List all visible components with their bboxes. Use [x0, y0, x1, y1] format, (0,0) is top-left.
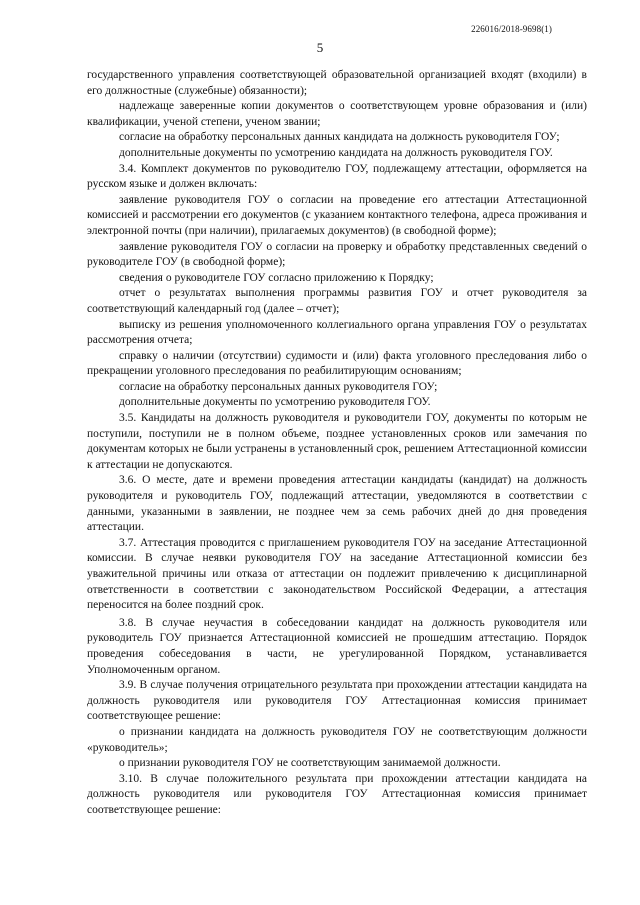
- list-item: справку о наличии (отсутствии) судимости и (или) факта уголовного преследования либо о прекращении уголовного преследования по реабилитирующим основаниям;: [87, 349, 587, 378]
- paragraph: согласие на обработку персональных данных кандидата на должность руководителя ГОУ;: [119, 131, 560, 144]
- section-paragraph: 3.9. В случае получения отрицательного результата при прохождении аттестации кандидата на должность руководителя или руководителя ГОУ Аттестационная комиссия принимает соответствующее решение:: [87, 679, 587, 723]
- page-number: 5: [316, 40, 324, 55]
- list-item: отчет о результатах выполнения программы развития ГОУ и отчет руководителя за соответствующий календарный год (далее – отчет);: [87, 287, 587, 315]
- list-item: сведения о руководителе ГОУ согласно приложению к Порядку;: [119, 271, 434, 284]
- section-paragraph: 3.7. Аттестация проводится с приглашением руководителя ГОУ на заседание Аттестационной комиссии. В случае неявки руководителя ГОУ на заседание Аттестационной комиссии без уважительной причины или отказа от аттестации он подлежит привлечению к дисциплинарной ответственности в соответствии с законодательством Российской Федерации, а аттестация переносится на более поздний срок.: [87, 536, 587, 612]
- section-paragraph: 3.10. В случае положительного результата при прохождении аттестации кандидата на должность руководителя или руководителя ГОУ Аттестационная комиссия принимает соответствующее решение:: [87, 772, 587, 816]
- list-item: заявление руководителя ГОУ о согласии на проведение его аттестации Аттестационной комиссией и рассмотрении его документов (с указанием контактного телефона, адреса проживания и электронной почты (при наличии), прилагаемых документов) (в свободной форме);: [87, 193, 587, 237]
- document-body: [87, 68, 587, 819]
- section-paragraph: 3.5. Кандидаты на должность руководителя и руководители ГОУ, документы по которым не поступили, поступили не в полном объеме, позднее установленных сроков или замечания по документам которых не были устранены в установленный срок, решением Аттестационной комиссии к аттестации не допускаются.: [87, 412, 587, 471]
- list-item: выписку из решения уполномоченного коллегиального органа управления ГОУ о результатах рассмотрения отчета;: [87, 318, 587, 347]
- paragraph: дополнительные документы по усмотрению кандидата на должность руководителя ГОУ.: [119, 146, 553, 159]
- paragraph: государственного управления соответствующей образовательной организацией входят (входили) в его должностные (служебные) обязанности);: [87, 69, 587, 97]
- section-paragraph: 3.6. О месте, дате и времени проведения аттестации кандидаты (кандидат) на должность руководителя и руководитель ГОУ, подлежащий аттестации, уведомляются в соответствии с данными, указанными в заявлении, не позднее чем за семь рабочих дней до дня проведения аттестации.: [87, 474, 587, 534]
- list-item: о признании кандидата на должность руководителя ГОУ не соответствующим должности «руководитель»;: [87, 725, 587, 754]
- document-number: 226016/2018-9698(1): [471, 24, 552, 34]
- section-paragraph: 3.4. Комплект документов по руководителю ГОУ, подлежащему аттестации, оформляется на русском языке и должен включать:: [87, 162, 587, 191]
- paragraph: надлежаще заверенные копии документов о соответствующем уровне образования и (или) квалификации, ученой степени, ученом звании;: [87, 100, 587, 128]
- list-item: согласие на обработку персональных данных руководителя ГОУ;: [119, 380, 438, 393]
- list-item: о признании руководителя ГОУ не соответствующим занимаемой должности.: [119, 757, 501, 770]
- list-item: заявление руководителя ГОУ о согласии на проверку и обработку представленных сведений о руководителе ГОУ (в свободной форме);: [87, 240, 587, 269]
- section-paragraph: 3.8. В случае неучастия в собеседовании кандидат на должность руководителя или руководитель ГОУ признается Аттестационной комиссией не прошедшим аттестацию. Порядок проведения собеседования в части, не урегулированной Порядком, устанавливается Уполномоченным органом.: [87, 616, 587, 676]
- list-item: дополнительные документы по усмотрению руководителя ГОУ.: [119, 396, 431, 409]
